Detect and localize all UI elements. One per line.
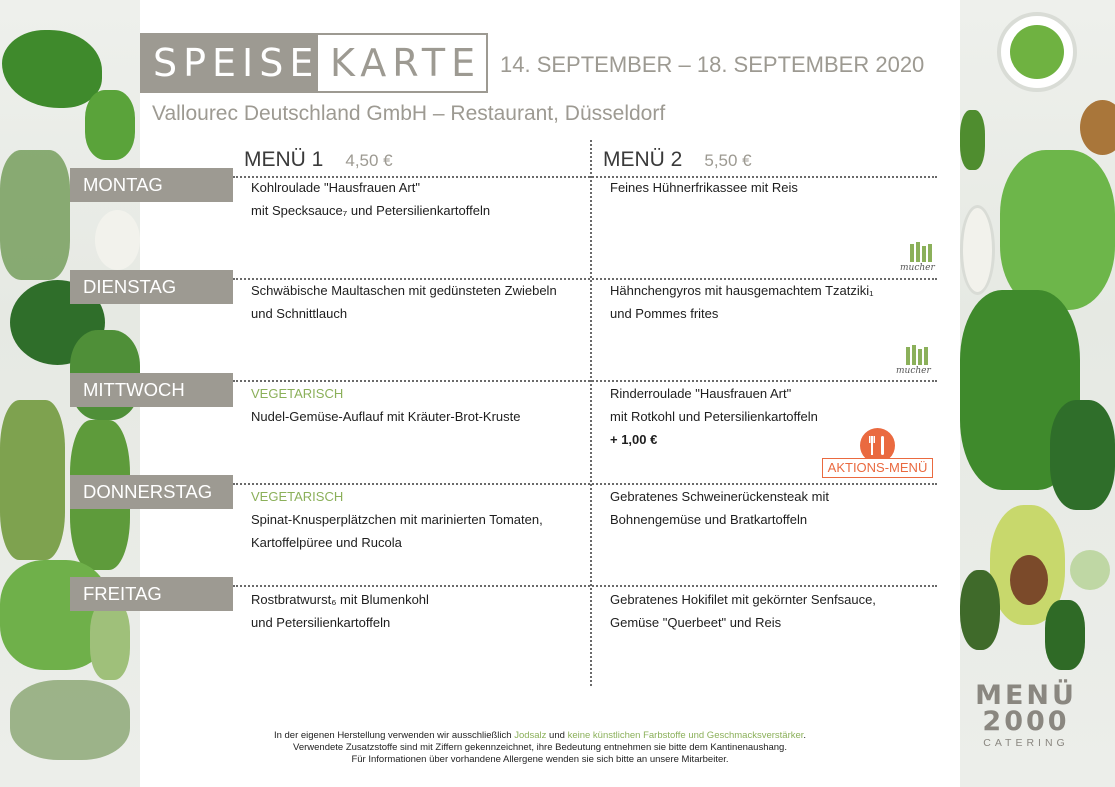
menu1-header [244,148,393,172]
dish-dienstag-menu2 [610,279,874,325]
footer-note-2: Verwendete Zusatzstoffe sind mit Ziffern gekennzeichnet, ihre Bedeutung entnehmen sie bitte dem Kantinenaushang. [293,742,787,753]
brand-line1: MENÜ [975,680,1077,711]
surcharge: + 1,00 € [610,432,658,447]
menu2-header [603,148,752,172]
footer-highlight: Jodsalz [514,730,547,741]
day-label-freitag: FREITAG [70,577,233,611]
vegetarian-tag: VEGETARISCH [251,386,344,401]
footer-note-1 [200,730,880,742]
day-label-montag: MONTAG [70,168,233,202]
dish-montag-menu1 [251,176,490,222]
dish-donnerstag-menu1 [251,485,543,554]
footer-text: und [546,730,568,741]
dish-donnerstag-menu2 [610,485,829,531]
dish-line: Rostbratwurst₆ mit Blumenkohl [251,592,429,607]
right-vegetable-image [960,0,1115,787]
dish-mittwoch-menu2 [610,382,818,451]
day-label-dienstag: DIENSTAG [70,270,233,304]
dish-freitag-menu2 [610,588,876,634]
menu1-name: MENÜ 1 [244,148,324,171]
dish-line: und Petersilienkartoffeln [251,615,391,630]
supplier-logo-text: mucher [896,366,931,375]
dish-line: Bohnengemüse und Bratkartoffeln [610,512,808,527]
restaurant-subtitle: Vallourec Deutschland GmbH – Restaurant, Düsseldorf [152,102,666,125]
supplier-logo-text: mucher [900,263,935,272]
title-speise: SPEISE [142,35,318,91]
dish-line: mit Specksauce₇ und Petersilienkartoffeln [251,203,491,218]
aktion-menu-badge: AKTIONS-MENÜ [822,458,933,478]
menu2000-logo [967,680,1085,749]
dish-line: Hähnchengyros mit hausgemachtem Tzatziki₁ [610,283,874,298]
dish-freitag-menu1 [251,588,429,634]
brand-line2: 2000 [982,706,1070,737]
dish-line: Nudel-Gemüse-Auflauf mit Kräuter-Brot-Kruste [251,409,521,424]
title-karte: KARTE [330,41,482,85]
column-divider [590,140,592,686]
day-label-donnerstag: DONNERSTAG [70,475,233,509]
dish-line: Spinat-Knusperplätzchen mit marinierten Tomaten, [251,512,543,527]
day-label-mittwoch: MITTWOCH [70,373,233,407]
dish-line: und Schnittlauch [251,306,348,321]
dish-line: und Pommes frites [610,306,719,321]
dish-line: Gebratenes Schweinerückensteak mit [610,489,829,504]
menu-title [140,33,488,93]
menu2-name: MENÜ 2 [603,148,683,171]
dish-line: Rinderroulade "Hausfrauen Art" [610,386,792,401]
footer-highlight: keine künstlichen Farbstoffe und Geschmacksverstärker [567,730,804,741]
row-divider [233,585,937,587]
dish-line: mit Rotkohl und Petersilienkartoffeln [610,409,818,424]
menu2-price: 5,50 € [704,151,752,170]
footer-text: . [803,730,807,741]
dish-line: Kartoffelpüree und Rucola [251,535,402,550]
footer-note-3: Für Informationen über vorhandene Allergene wenden sie sich bitte an unsere Mitarbeiter. [351,754,729,765]
dish-line: Schwäbische Maultaschen mit gedünsteten Zwiebeln [251,283,557,298]
dish-line: Gebratenes Hokifilet mit gekörnter Senfsauce, [610,592,876,607]
dish-montag-menu2 [610,176,798,199]
dish-line: Kohlroulade "Hausfrauen Art" [251,180,420,195]
brand-line3: CATERING [983,737,1069,749]
dish-line: Feines Hühnerfrikassee mit Reis [610,180,798,195]
supplier-logo-icon [896,242,942,272]
dish-dienstag-menu1 [251,279,557,325]
supplier-logo-icon [892,345,938,375]
vegetarian-tag: VEGETARISCH [251,489,344,504]
menu1-price: 4,50 € [345,151,393,170]
dish-line: Gemüse "Querbeet" und Reis [610,615,782,630]
dish-mittwoch-menu1 [251,382,520,428]
date-range: 14. SEPTEMBER – 18. SEPTEMBER 2020 [500,52,925,77]
footer-text: In der eigenen Herstellung verwenden wir ausschließlich [273,730,515,741]
